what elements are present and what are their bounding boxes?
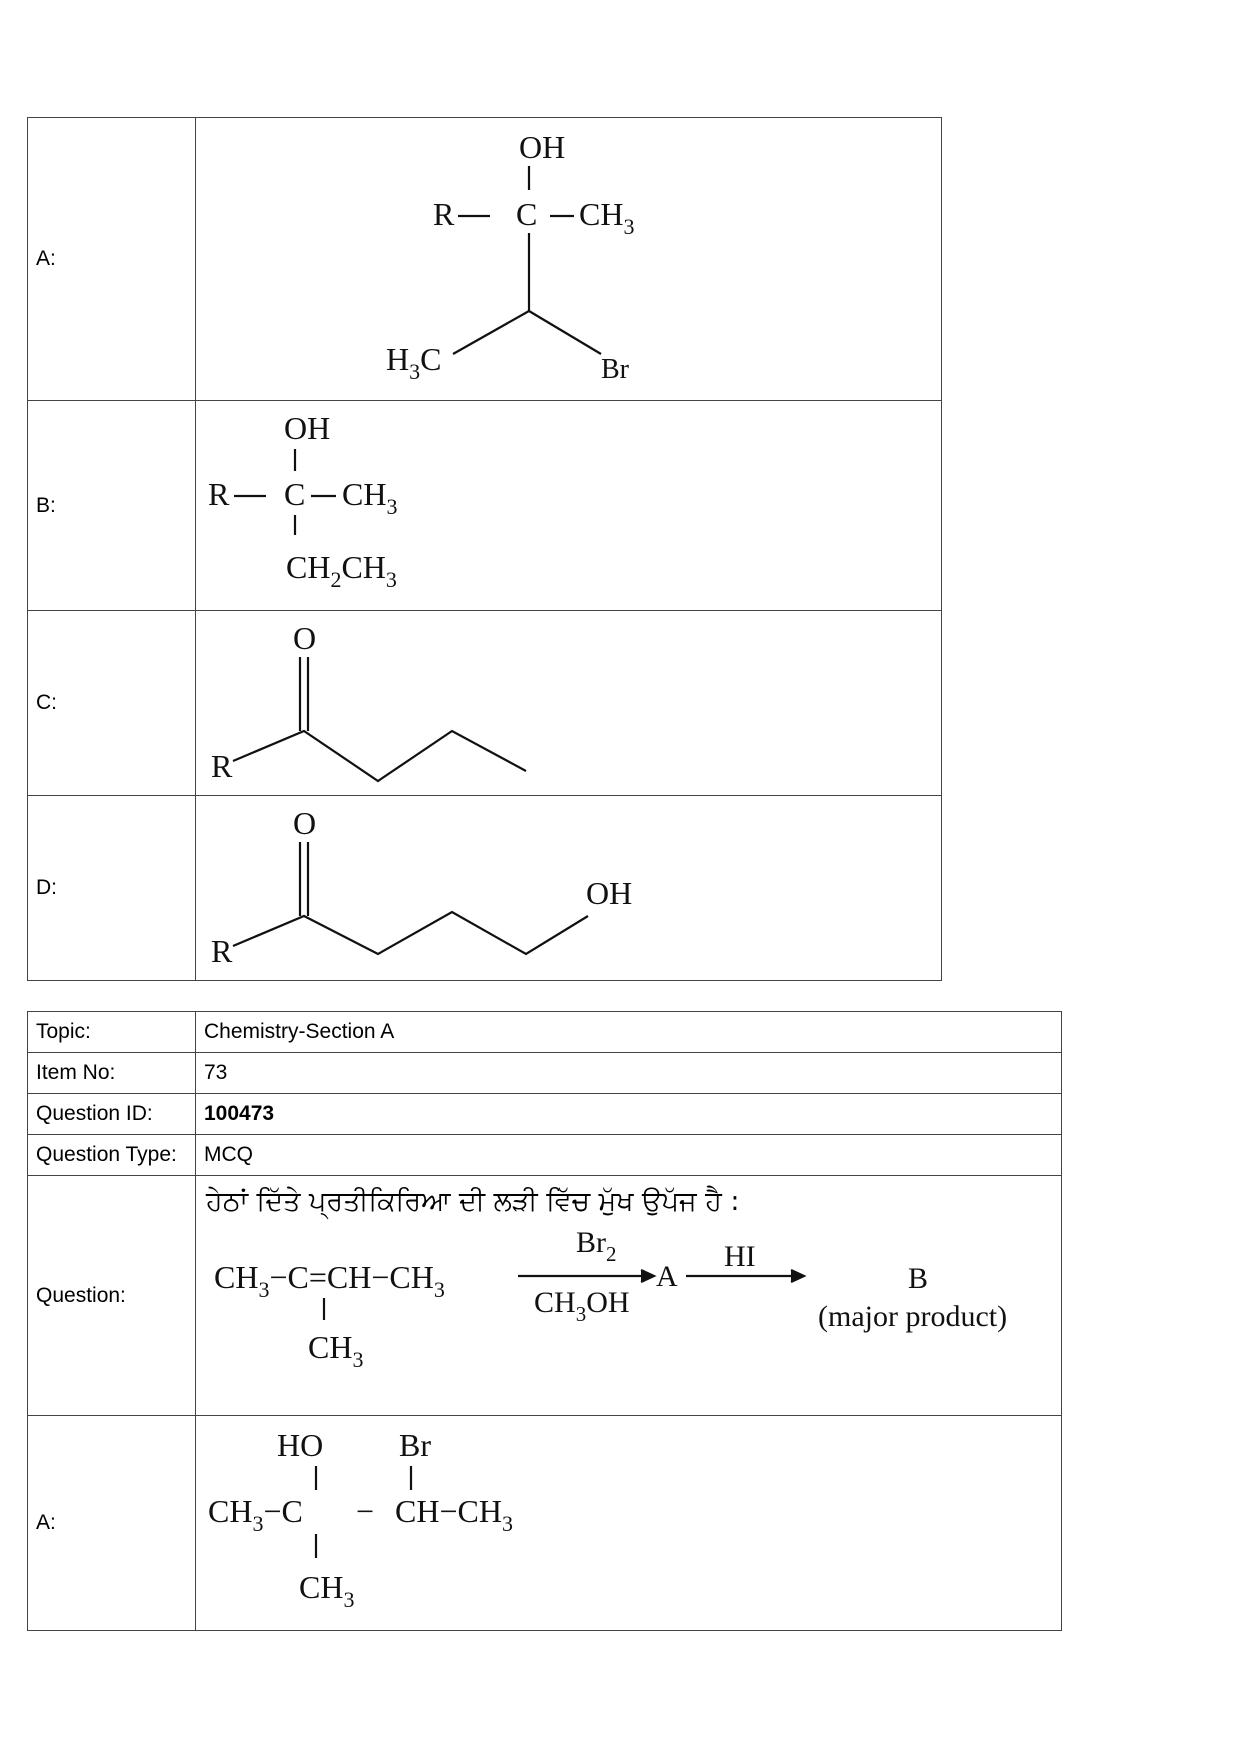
structure-a-drawing xyxy=(196,118,942,400)
answer-right-text: $CH-CH_3$ xyxy=(395,1493,513,1536)
item-row xyxy=(28,1053,1062,1094)
b-c-text: C xyxy=(284,476,306,512)
b-oh-text: OH xyxy=(284,410,331,446)
options-table xyxy=(27,117,942,981)
option-structure-a xyxy=(196,118,942,401)
option-row-d xyxy=(28,796,942,981)
structure-c-drawing xyxy=(196,611,942,795)
option-row-b xyxy=(28,401,942,611)
option-row-c xyxy=(28,611,942,796)
answer-br-text: Br xyxy=(399,1427,431,1463)
structure-d-drawing xyxy=(196,796,942,980)
answer-structure xyxy=(196,1416,1062,1631)
answer-drawing xyxy=(196,1416,1062,1630)
reagent-hi-text: HI xyxy=(724,1240,756,1273)
option-structure-d xyxy=(196,796,942,981)
question-text: ਹੇਠਾਂ ਦਿੱਤੇ ਪ੍ਰਤੀਕਿਰਿਆ ਦੀ ਲੜੀ ਵਿੱਚ ਮੁੱਖ ਉਪੱਜ ਹੈ : xyxy=(206,1186,740,1217)
item-label: Item No: xyxy=(28,1053,196,1094)
reactant-branch-text: $CH_3$ xyxy=(308,1329,364,1372)
a-br-text: Br xyxy=(601,354,629,385)
a-r-text: R xyxy=(433,196,455,232)
reaction-scheme xyxy=(196,1218,1062,1403)
structure-b-drawing xyxy=(196,401,942,610)
a-oh-text: OH xyxy=(519,129,566,165)
topic-row xyxy=(28,1012,1062,1053)
b-ch2ch3-text: $CH_2CH_3$ xyxy=(286,549,397,592)
option-structure-c xyxy=(196,611,942,796)
answer-main-text: $CH_3-C$ xyxy=(208,1493,303,1536)
question-label: Question: xyxy=(28,1176,196,1416)
option-label-c: C: xyxy=(28,611,196,796)
option-label-a: A: xyxy=(28,118,196,401)
option-label-d: D: xyxy=(28,796,196,981)
reagent-br2-text: $Br_2$ xyxy=(576,1226,617,1266)
topic-label: Topic: xyxy=(28,1012,196,1053)
product-note-text: (major product) xyxy=(818,1300,1008,1333)
a-h3c-text: $H_3C$ xyxy=(386,341,442,384)
d-r-text: R xyxy=(211,933,233,969)
question-id-value: 100473 xyxy=(196,1094,1062,1135)
product-b-text: B xyxy=(908,1262,929,1295)
d-oxygen-text: O xyxy=(293,805,317,841)
topic-value: Chemistry-Section A xyxy=(196,1012,1062,1053)
b-ch3-text: $CH_3$ xyxy=(342,476,398,519)
question-id-row xyxy=(28,1094,1062,1135)
question-type-value: MCQ xyxy=(196,1135,1062,1176)
option-structure-b xyxy=(196,401,942,611)
answer-bottom-text: $CH_3$ xyxy=(299,1569,355,1612)
item-value: 73 xyxy=(196,1053,1062,1094)
c-oxygen-text: O xyxy=(293,620,317,656)
reagent-ch3oh-text: $CH_3OH$ xyxy=(534,1286,630,1326)
reactant-text: $CH_3-C=CH-CH_3$ xyxy=(214,1259,445,1302)
question-info-table xyxy=(27,1011,1062,1631)
question-body xyxy=(196,1176,1062,1416)
question-id-label: Question ID: xyxy=(28,1094,196,1135)
c-r-text: R xyxy=(211,748,233,784)
option-label-b: B: xyxy=(28,401,196,611)
product-a-text: A xyxy=(656,1260,678,1293)
a-c-text: C xyxy=(516,196,538,232)
answer-row xyxy=(28,1416,1062,1631)
b-r-text: R xyxy=(208,476,230,512)
answer-ho-text: HO xyxy=(277,1427,324,1463)
answer-label: A: xyxy=(28,1416,196,1631)
d-oh-text: OH xyxy=(586,875,633,911)
a-ch3-text: $CH_3$ xyxy=(579,196,635,239)
question-type-row xyxy=(28,1135,1062,1176)
question-row xyxy=(28,1176,1062,1416)
answer-connector-text: − xyxy=(356,1493,375,1529)
question-type-label: Question Type: xyxy=(28,1135,196,1176)
option-row-a xyxy=(28,118,942,401)
